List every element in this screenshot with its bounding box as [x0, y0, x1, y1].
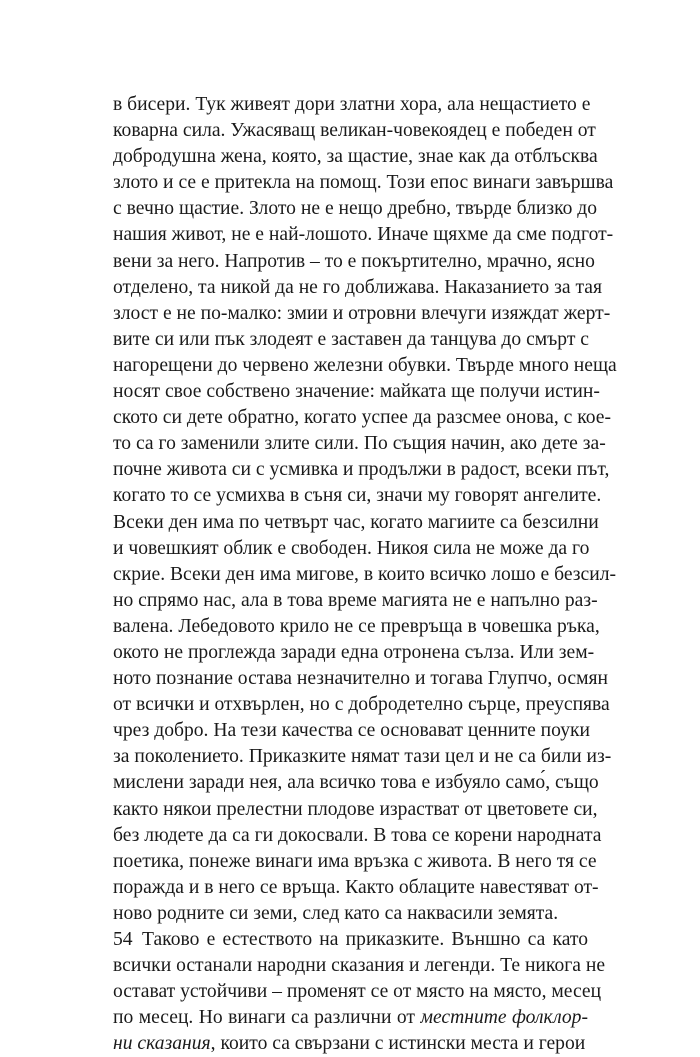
text-segment: всички останали народни сказания и легенди. Те никога не: [113, 955, 606, 977]
text-segment: вите си или пък злодеят е заставен да танцува до смърт с: [113, 328, 589, 350]
text-segment: но спрямо нас, ала в това време магията не е напълно раз-: [113, 589, 598, 611]
text-segment: поетика, понеже винаги има връзка с живота. В него тя се: [113, 850, 597, 872]
text-line: [113, 170, 614, 196]
text-line: [113, 196, 598, 222]
text-line: [113, 901, 588, 927]
text-segment: окото не проглежда заради една отронена сълза. Или зем-: [113, 641, 595, 663]
page-number: 54: [113, 929, 133, 950]
text-segment: нагорещени до червено железни обувки. Твърде много неща: [113, 354, 617, 376]
text-segment: злост е не по-малко: змии и отровни влечуги изяждат жерт-: [113, 302, 611, 324]
text-line: [113, 457, 610, 483]
text-line: [113, 483, 602, 509]
text-segment: по месец. Но винаги са различни от: [113, 1007, 421, 1029]
text-segment: без людете да са ги докосвали. В това се корени народната: [113, 824, 602, 846]
text-line: [113, 849, 597, 875]
text-line: [113, 744, 612, 770]
text-segment: в бисери. Тук живеят дори златни хора, ала нещастието е: [113, 94, 591, 115]
text-line: [113, 640, 595, 666]
text-segment: отделено, та никой да не го доближава. Наказанието за тая: [113, 276, 602, 298]
text-line: [113, 222, 614, 248]
text-line: [113, 1031, 588, 1057]
text-segment: както някои прелестни плодове израстват от цветовете си,: [113, 798, 598, 820]
text-segment: скрие. Всеки ден има мигове, в които всичко лошо е безсил-: [113, 563, 617, 585]
text-line: [113, 92, 591, 118]
text-line: [113, 875, 599, 901]
text-segment: Всеки ден има по четвърт час, когато магиите са безсилни: [113, 511, 599, 533]
text-segment: с вечно щастие. Злото не е нещо дребно, твърде близко до: [113, 198, 598, 220]
text-line: [113, 666, 609, 692]
text-line: [113, 405, 612, 431]
text-line: [113, 536, 588, 562]
text-segment: от всички и отхвърлен, но с добродетелно сърце, преуспява: [113, 694, 610, 716]
text-line: [113, 979, 602, 1005]
text-line: [113, 823, 602, 849]
text-segment: Таково е естеството на приказките. Външно са като: [142, 929, 588, 950]
text-segment: злото и се е притекла на помощ. Този епос винаги завършва: [113, 172, 614, 194]
text-line: [113, 275, 602, 301]
text-line: [113, 144, 598, 170]
text-segment: когато то се усмихва в съня си, значи му говорят ангелите.: [113, 485, 602, 507]
text-segment: носят свое собствено значение: майката ще получи истин-: [113, 381, 600, 403]
text-line: [113, 510, 599, 536]
text-line: [113, 770, 599, 796]
text-segment: почне живота си с усмивка и продължи в радост, всеки път,: [113, 459, 610, 481]
text-line: [113, 614, 600, 640]
text-segment: остават устойчиви – променят се от място на място, месец: [113, 981, 602, 1003]
text-line: [113, 718, 591, 744]
italic-segment: местните фолклор-: [420, 1007, 588, 1029]
text-line: [113, 301, 611, 327]
text-segment: мислени заради нея, ала всичко това е избуяло само́, също: [113, 772, 599, 794]
paragraph: [113, 927, 606, 1057]
text-line: [113, 692, 610, 718]
text-line: [113, 562, 617, 588]
text-line: [113, 797, 598, 823]
text-line: [113, 118, 596, 144]
text-line: [113, 327, 588, 353]
italic-segment: ни сказания: [113, 1033, 211, 1055]
text-line: [113, 1005, 588, 1031]
text-segment: нашия живот, не е най-лошото. Иначе щяхме да сме подгот-: [113, 224, 614, 246]
text-segment: за поколението. Приказките нямат тази цел и не са били из-: [113, 746, 612, 768]
text-segment: добродушна жена, която, за щастие, знае как да отблъсква: [113, 146, 598, 168]
page-body: [113, 92, 617, 1057]
text-line: [113, 927, 588, 953]
text-line: [113, 379, 600, 405]
text-line: [113, 249, 595, 275]
text-line: [113, 588, 598, 614]
paragraph: [113, 92, 617, 927]
text-line: [113, 431, 606, 457]
text-segment: и човешкият облик е свободен. Никоя сила не може да го: [113, 537, 590, 559]
text-segment: вени за него. Напротив – то е покъртително, мрачно, ясно: [113, 250, 595, 272]
text-line: [113, 353, 617, 379]
text-segment: поражда и в него се връща. Както облаците навестяват от-: [113, 876, 599, 898]
text-segment: ново родните си земи, след като са наквасили земята.: [113, 902, 559, 924]
text-segment: коварна сила. Ужасяващ великан-човекоядец е победен от: [113, 120, 596, 142]
text-segment: ското си дете обратно, когато успее да разсмее онова, с кое-: [113, 407, 612, 429]
text-line: [113, 953, 606, 979]
text-segment: чрез добро. На тези качества се основават ценните поуки: [113, 720, 591, 742]
text-segment: то са го заменили злите сили. По същия начин, ако дете за-: [113, 433, 606, 455]
text-segment: ното познание остава незначително и тогава Глупчо, осмян: [113, 668, 609, 690]
text-segment: валена. Лебедовото крило не се превръща в човешка ръка,: [113, 615, 600, 637]
text-segment: , които са свързани с истински места и герои: [210, 1033, 586, 1055]
